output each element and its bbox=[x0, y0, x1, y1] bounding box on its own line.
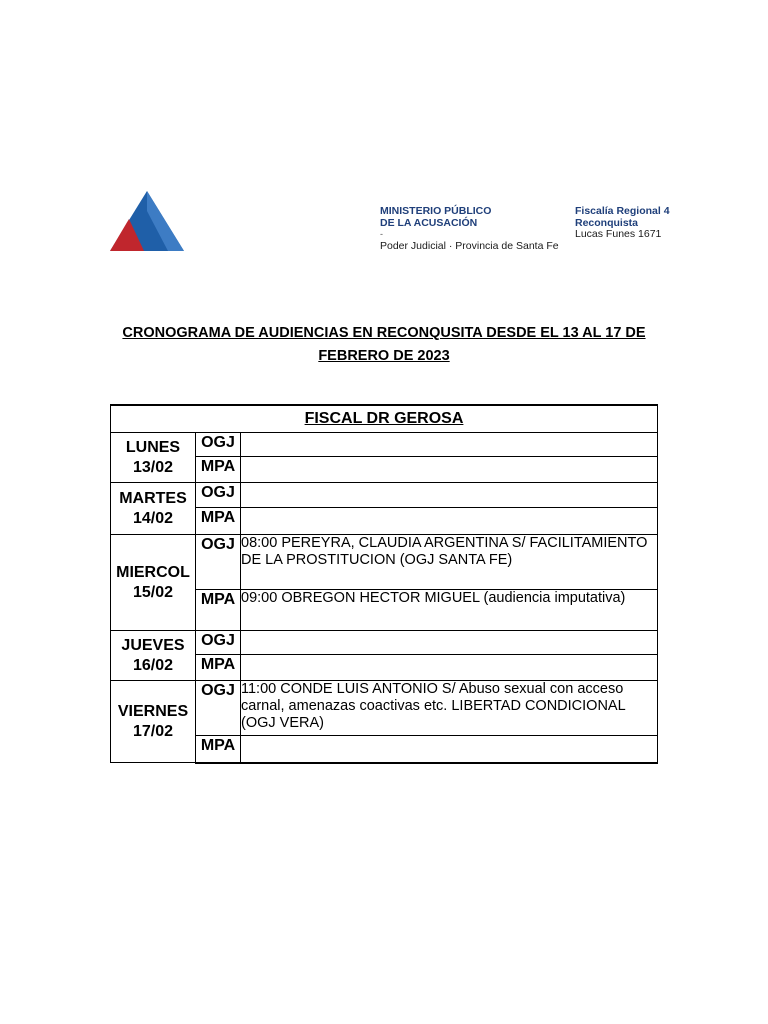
ministry-name-line1: MINISTERIO PÚBLICO bbox=[380, 205, 492, 217]
day-name: VIERNES bbox=[117, 702, 189, 720]
entry-type: MPA bbox=[196, 655, 241, 681]
ministry-subtitle: Poder Judicial · Provincia de Santa Fe bbox=[380, 240, 559, 252]
entry-description: 08:00 PEREYRA, CLAUDIA ARGENTINA S/ FACILITAMIENTO DE LA PROSTITUCION (OGJ SANTA FE) bbox=[241, 535, 658, 590]
fiscalia-city: Reconquista bbox=[575, 216, 639, 229]
entry-type: MPA bbox=[196, 736, 241, 763]
entry-description bbox=[241, 433, 658, 457]
table-row bbox=[111, 483, 658, 508]
document-title bbox=[100, 322, 668, 368]
entry-description bbox=[241, 631, 658, 655]
entry-description bbox=[241, 508, 658, 535]
fiscalia-name: Fiscalía Regional 4 bbox=[575, 205, 670, 217]
entry-type: OGJ bbox=[196, 433, 241, 457]
entry-type: OGJ bbox=[196, 631, 241, 655]
entry-description bbox=[241, 736, 658, 763]
entry-description bbox=[241, 457, 658, 483]
day-cell bbox=[111, 433, 196, 483]
day-date: 13/02 bbox=[132, 458, 174, 476]
entry-type: MPA bbox=[196, 508, 241, 535]
entry-description: 09:00 OBREGON HECTOR MIGUEL (audiencia imputativa) bbox=[241, 590, 658, 631]
fiscal-header-row bbox=[111, 405, 658, 433]
fiscalia-address: Lucas Funes 1671 bbox=[575, 228, 662, 240]
ministry-separator: - bbox=[380, 229, 383, 239]
day-name: JUEVES bbox=[121, 636, 185, 654]
entry-description bbox=[241, 483, 658, 508]
day-date: 15/02 bbox=[132, 583, 174, 601]
document-title-line1: CRONOGRAMA DE AUDIENCIAS EN RECONQUSITA DESDE EL 13 AL 17 DE bbox=[122, 325, 646, 341]
entry-type: OGJ bbox=[196, 681, 241, 736]
day-name: LUNES bbox=[125, 438, 181, 456]
fiscalia-block bbox=[575, 206, 670, 241]
entry-description bbox=[241, 655, 658, 681]
ministry-name-line2: DE LA ACUSACIÓN bbox=[380, 216, 478, 229]
table-row bbox=[111, 535, 658, 590]
day-name: MIERCOL bbox=[116, 563, 190, 581]
day-date: 16/02 bbox=[132, 656, 174, 674]
day-cell bbox=[111, 631, 196, 681]
day-cell bbox=[111, 535, 196, 631]
table-row bbox=[111, 681, 658, 736]
fiscal-name: FISCAL DR GEROSA bbox=[111, 405, 658, 433]
table-row bbox=[111, 433, 658, 457]
entry-type: OGJ bbox=[196, 483, 241, 508]
document-title-line2: FEBRERO DE 2023 bbox=[318, 348, 450, 364]
schedule-table bbox=[110, 404, 658, 764]
day-cell bbox=[111, 483, 196, 535]
entry-description: 11:00 CONDE LUIS ANTONIO S/ Abuso sexual con acceso carnal, amenazas coactivas etc. LIBERTAD CONDICIONAL (OGJ VERA) bbox=[241, 681, 658, 736]
ministry-block bbox=[380, 206, 559, 253]
day-date: 17/02 bbox=[132, 722, 174, 740]
day-name: MARTES bbox=[119, 489, 187, 507]
triangle-logo-icon bbox=[108, 189, 186, 253]
entry-type: MPA bbox=[196, 590, 241, 631]
table-row bbox=[111, 631, 658, 655]
day-date: 14/02 bbox=[132, 509, 174, 527]
entry-type: OGJ bbox=[196, 535, 241, 590]
entry-type: MPA bbox=[196, 457, 241, 483]
day-cell bbox=[111, 681, 196, 763]
